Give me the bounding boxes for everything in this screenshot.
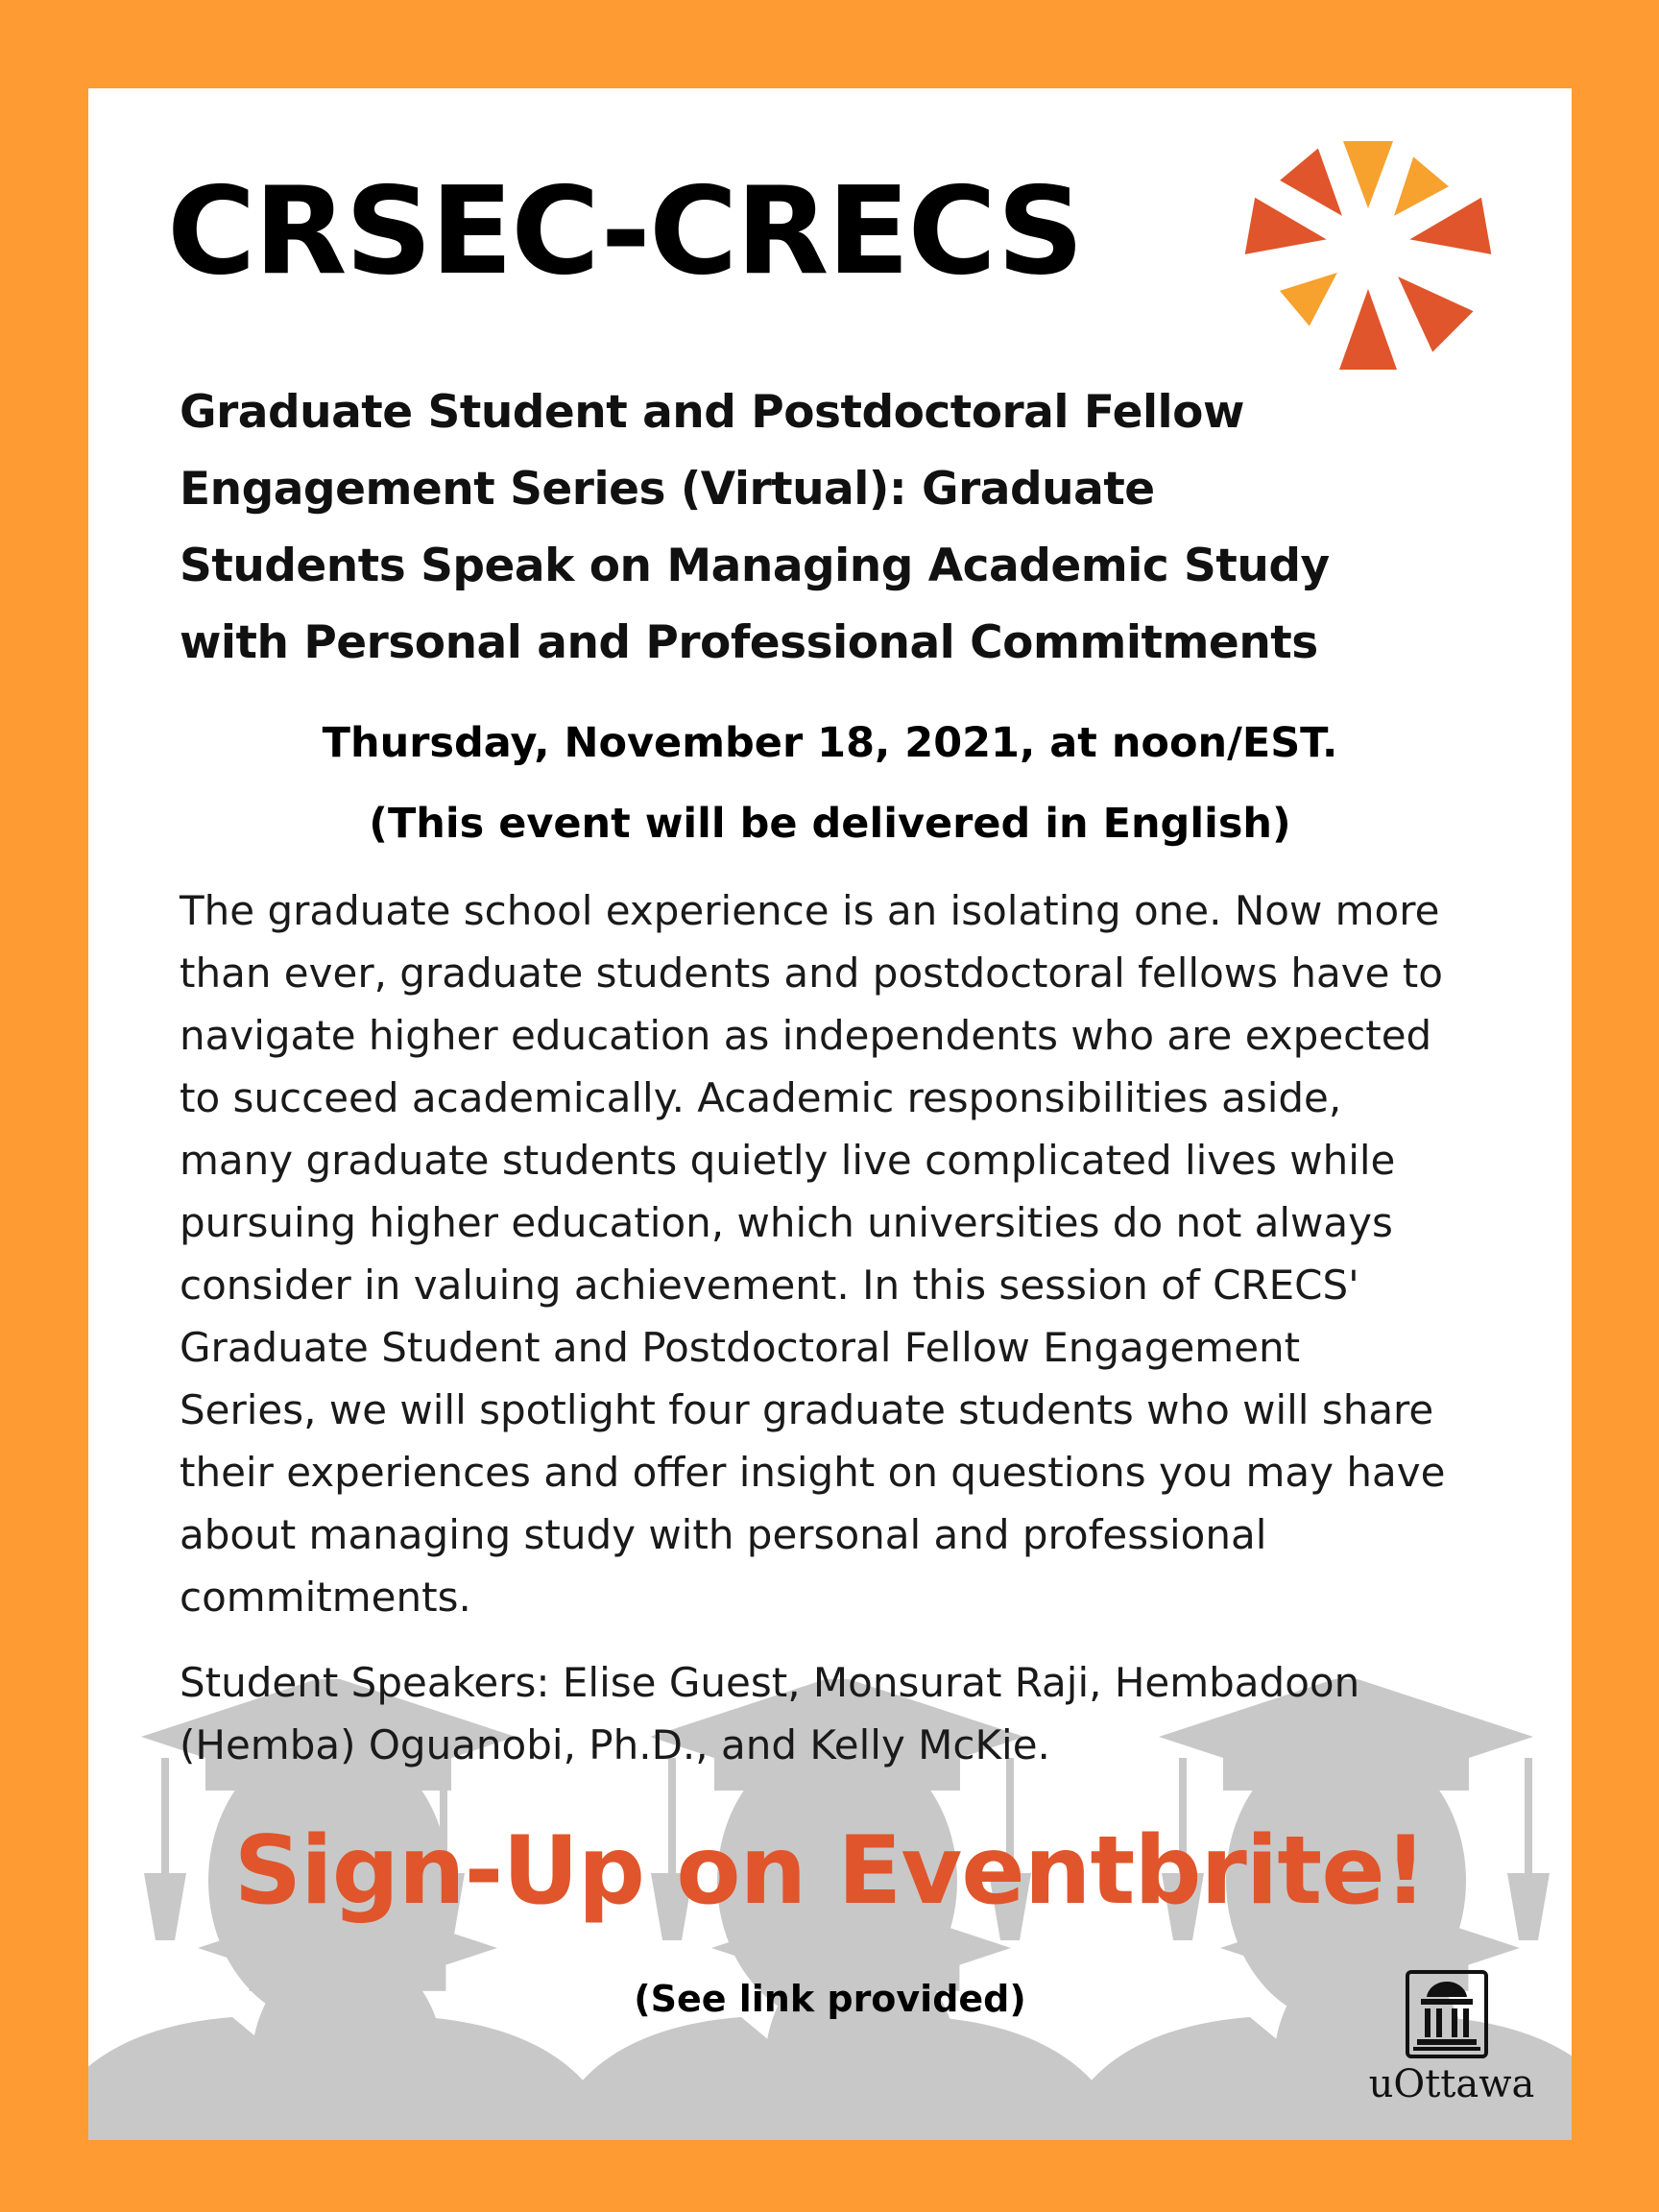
language-note: (This event will be delivered in English) bbox=[369, 800, 1291, 848]
speaker-list: Student Speakers: Elise Guest, Monsurat Raji, Hembadoon (Hemba) Oguanobi, Ph.D., and Kelly McKie. bbox=[180, 1659, 1360, 1768]
uottawa-wordmark: uOttawa bbox=[1368, 2062, 1535, 2106]
sunburst-icon bbox=[1238, 117, 1498, 376]
uottawa-logo bbox=[1356, 1968, 1548, 2131]
university-building-icon bbox=[1404, 1968, 1490, 2060]
event-date: Thursday, November 18, 2021, at noon/EST. bbox=[322, 719, 1338, 767]
event-date-block bbox=[88, 703, 1572, 864]
event-description: The graduate school experience is an isolating one. Now more than ever, graduate students and postdoctoral fellows have to navigate higher education as independents who are expected to succeed academically. Academic responsibilities aside, many graduate students quietly live complicated lives while pursuing higher education, which universities do not always consider in valuing achievement. In this session of CRECS' Graduate Student and Postdoctoral Fellow Engagement Series, we will spotlight four graduate students who will share their experiences and offer insight on questions you may have about managing study with personal and professional commitments. bbox=[180, 887, 1446, 1621]
event-subtitle: Graduate Student and Postdoctoral Fellow Engagement Series (Virtual): Graduate Students Speak on Managing Academic Study with Personal and Professional Commitments bbox=[180, 386, 1330, 669]
link-note: (See link provided) bbox=[634, 1978, 1026, 2020]
signup-call-to-action: Sign-Up on Eventbrite! bbox=[233, 1816, 1427, 1926]
organization-title: CRSEC-CRECS bbox=[167, 160, 1083, 301]
poster-card bbox=[88, 88, 1572, 2140]
